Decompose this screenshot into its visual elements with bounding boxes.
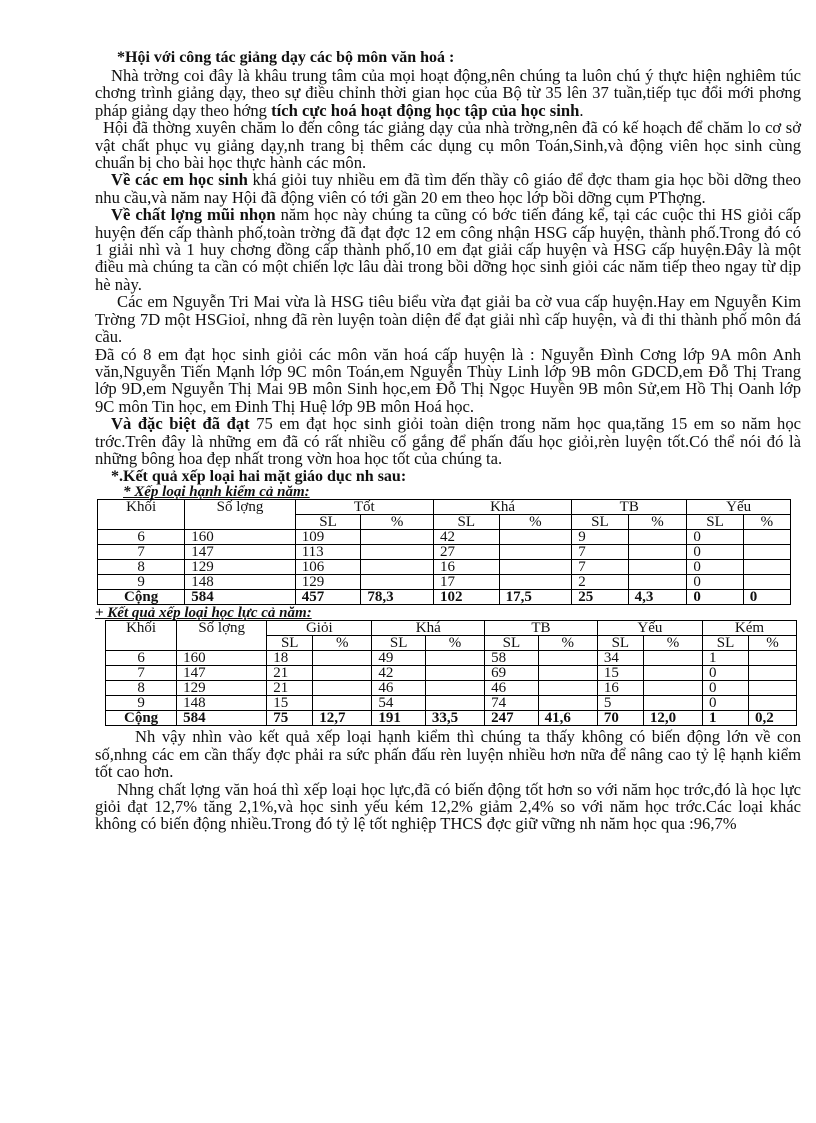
table-cell: 0,2 xyxy=(749,711,797,726)
table-header: Số lợng xyxy=(185,500,295,530)
table-cell: 69 xyxy=(485,666,539,681)
conduct-table xyxy=(97,499,791,605)
table-cell: 6 xyxy=(106,651,177,666)
table-cell xyxy=(643,696,702,711)
table-cell: Cộng xyxy=(106,711,177,726)
table-row xyxy=(98,560,791,575)
table-cell: 15 xyxy=(597,666,643,681)
table-cell xyxy=(499,545,572,560)
table-cell xyxy=(743,545,790,560)
document-page xyxy=(95,48,801,833)
table-cell xyxy=(538,651,597,666)
table-header: Kém xyxy=(703,621,797,636)
table-cell xyxy=(749,651,797,666)
table-total-row xyxy=(106,711,797,726)
table-cell: 17 xyxy=(433,575,499,590)
table-cell: 42 xyxy=(372,666,426,681)
table-cell xyxy=(425,666,484,681)
table-cell: 106 xyxy=(295,560,361,575)
paragraph-conduct-summary: Nh vậy nhìn vào kết quả xếp loại hạnh kiểm thì chúng ta thấy không có biến động lớn về con số,nhng các em cần thấy đợc phải ra sức phấn đấu rèn luyện nhiều hơn nữa để nâng cao tỷ lệ hạnh kiểm tốt cao hơn. xyxy=(95,727,801,782)
paragraph-examples: Các em Nguyễn Tri Mai vừa là HSG tiêu biểu vừa đạt giải ba cờ vua cấp huyện.Hay em Nguyễn Kim Trờng 7D một HSGioỉ, nhng đã rèn luyện toàn diện để đạt giải nhì cấp huyện, và đi thi thành phố môn đá cầu. xyxy=(95,292,801,347)
table-header: % xyxy=(538,636,597,651)
table-cell: 160 xyxy=(185,530,295,545)
table-cell: 4,3 xyxy=(628,590,687,605)
table-cell: 148 xyxy=(185,575,295,590)
subheading-academic: + Kết quả xếp loại học lực cả năm: xyxy=(95,605,312,622)
table-cell: 147 xyxy=(177,666,267,681)
paragraph-teaching xyxy=(95,67,801,119)
table-cell xyxy=(643,666,702,681)
table-cell: 0 xyxy=(703,696,749,711)
table-cell xyxy=(538,681,597,696)
table-cell: 2 xyxy=(572,575,628,590)
table-cell: 1 xyxy=(703,711,749,726)
table-header: % xyxy=(643,636,702,651)
table-cell xyxy=(313,651,372,666)
paragraph-text: khá giỏi tuy nhiều em đã tìm đến thầy cô giáo để đợc tham gia học bồi dỡng theo nhu cầu,và năm nay Hội đã động viên có tới gần 20 em theo học lớp bồi dỡng cụm PThợng. xyxy=(95,170,802,207)
table-cell xyxy=(425,696,484,711)
table-header: SL xyxy=(703,636,749,651)
table-cell: 9 xyxy=(106,696,177,711)
table-header: % xyxy=(743,515,790,530)
table-cell: 49 xyxy=(372,651,426,666)
table-cell: 41,6 xyxy=(538,711,597,726)
table-row xyxy=(106,681,797,696)
table-cell: 148 xyxy=(177,696,267,711)
paragraph-awards: Đã có 8 em đạt học sinh giỏi các môn văn hoá cấp huyện là : Nguyễn Đình Cơng lớp 9A môn Anh văn,Nguyễn Tiến Mạnh lớp 9C môn Toán,em Nguyễn Thùy Linh lớp 9B môn GDCD,em Đỗ Thị Trang lớp 9D,em Nguyễn Thị Mai 9B môn Sinh học,em Đỗ Thị Ngọc Huyền 9B môn Sử,em Hồ Thị Oanh lớp 9C môn Tin học, em Đinh Thị Huệ lớp 9B môn Hoá học. xyxy=(95,344,801,416)
table-cell xyxy=(743,560,790,575)
table-header: Giỏi xyxy=(267,621,372,636)
table-header-row xyxy=(106,621,797,636)
table-header: SL xyxy=(597,636,643,651)
table-cell: Cộng xyxy=(98,590,185,605)
table-cell: 0 xyxy=(687,590,743,605)
table-cell: 15 xyxy=(267,696,313,711)
table-header: % xyxy=(425,636,484,651)
table-cell: 21 xyxy=(267,666,313,681)
subheading-conduct: * Xếp loại hạnh kiểm cả năm: xyxy=(123,484,310,501)
table-cell: 102 xyxy=(433,590,499,605)
table-cell xyxy=(643,681,702,696)
paragraph-text: Nhà trờng coi đây là khâu trung tâm của mọi hoạt động,nên chúng ta luôn chú ý thực hiện nghiêm túc chơng trình giảng dạy, theo sự điều chỉnh thời gian học của Bộ từ 35 lên 37 tuần,tiếp tục đổi mới phơng pháp giảng dạy theo hớng xyxy=(95,66,801,120)
table-header: Tốt xyxy=(295,500,433,515)
table-cell: 129 xyxy=(177,681,267,696)
table-header-row xyxy=(98,500,791,515)
table-cell: 74 xyxy=(485,696,539,711)
table-cell: 42 xyxy=(433,530,499,545)
table-cell: 34 xyxy=(597,651,643,666)
table-row xyxy=(106,696,797,711)
table-cell: 18 xyxy=(267,651,313,666)
table-cell: 7 xyxy=(572,560,628,575)
table-header: TB xyxy=(485,621,598,636)
table-cell: 46 xyxy=(485,681,539,696)
table-total-row xyxy=(98,590,791,605)
table-cell: 129 xyxy=(295,575,361,590)
table-header: Yếu xyxy=(597,621,702,636)
table-header: Số lợng xyxy=(177,621,267,651)
table-cell: 9 xyxy=(98,575,185,590)
table-cell: 160 xyxy=(177,651,267,666)
heading-results: *.Kết quả xếp loại hai mặt giáo dục nh sau: xyxy=(111,468,407,486)
table-header: SL xyxy=(687,515,743,530)
table-header: % xyxy=(749,636,797,651)
paragraph-quality xyxy=(95,206,801,293)
table-cell: 5 xyxy=(597,696,643,711)
table-cell: 113 xyxy=(295,545,361,560)
paragraph-support: Hội đã thờng xuyên chăm lo đến công tác giảng dạy của nhà trờng,nên đã có kế hoạch để chăm lo cơ sở vật chất phục vụ giảng dạy,nh trang bị thêm các dụng cụ môn Toán,Sinh,và động viên học sinh cùng chuẩn bị cho bài học thực hành các môn. xyxy=(95,118,801,173)
table-cell xyxy=(361,560,434,575)
table-row xyxy=(98,575,791,590)
table-cell: 0 xyxy=(743,590,790,605)
table-cell: 129 xyxy=(185,560,295,575)
table-cell xyxy=(499,530,572,545)
table-cell: 0 xyxy=(703,681,749,696)
heading-teaching: *Hội với công tác giảng dạy các bộ môn văn hoá : xyxy=(117,49,455,66)
table-row xyxy=(98,530,791,545)
table-header: SL xyxy=(485,636,539,651)
table-cell: 0 xyxy=(687,545,743,560)
table-cell: 16 xyxy=(433,560,499,575)
table-cell: 584 xyxy=(177,711,267,726)
table-header: Khối xyxy=(106,621,177,651)
table-cell: 247 xyxy=(485,711,539,726)
table-cell xyxy=(538,666,597,681)
table-cell: 147 xyxy=(185,545,295,560)
table-header: Khá xyxy=(372,621,485,636)
table-header: TB xyxy=(572,500,687,515)
paragraph-text: . xyxy=(579,100,584,120)
table-cell: 7 xyxy=(572,545,628,560)
table-cell: 17,5 xyxy=(499,590,572,605)
table-cell xyxy=(749,681,797,696)
table-cell: 75 xyxy=(267,711,313,726)
table-cell: 8 xyxy=(106,681,177,696)
table-cell xyxy=(628,545,687,560)
academic-table xyxy=(105,620,797,726)
table-cell: 1 xyxy=(703,651,749,666)
table-header: SL xyxy=(433,515,499,530)
table-row xyxy=(98,545,791,560)
table-cell xyxy=(361,545,434,560)
table-cell: 191 xyxy=(372,711,426,726)
table-header: Khá xyxy=(433,500,571,515)
table-body xyxy=(98,530,791,605)
table-cell: 7 xyxy=(98,545,185,560)
table-cell xyxy=(743,575,790,590)
table-cell xyxy=(313,666,372,681)
table-cell: 0 xyxy=(687,575,743,590)
table-cell xyxy=(643,651,702,666)
paragraph-text: năm học này chúng ta cũng có bớc tiến đáng kể, tại các cuộc thi HS giỏi cấp huyện đến cấp thành phố,toàn trờng đã đạt đợc 12 em công nhận HSG cấp huyện, thành phố.Trong đó có 1 giải nhì và 1 huy chơng đồng cấp thành phố,10 em đạt giải cấp huyện và HSG cấp huyện.Đây là một điều mà chúng ta cần có một chiến lợc lâu dài trong bồi dỡng học sinh giỏi các năm tiếp theo ngay từ dịp hè này. xyxy=(95,205,801,294)
paragraph-text: 75 em đạt học sinh giỏi toàn diện trong năm học qua,tăng 15 em so năm học trớc.Trên đây là những em đã có rất nhiều cố gắng để phấn đấu học giỏi,rèn luyện tốt.Có thể nói đó là những bông hoa đẹp nhất trong vờn hoa học tốt của chúng ta. xyxy=(95,414,801,468)
table-header: Yếu xyxy=(687,500,791,515)
table-cell: 584 xyxy=(185,590,295,605)
table-cell xyxy=(749,666,797,681)
table-cell xyxy=(361,575,434,590)
table-cell: 33,5 xyxy=(425,711,484,726)
table-cell xyxy=(425,651,484,666)
table-cell: 0 xyxy=(687,530,743,545)
table-cell: 58 xyxy=(485,651,539,666)
table-cell: 21 xyxy=(267,681,313,696)
paragraph-excellent xyxy=(95,415,801,467)
bold-phrase: Và đặc biệt đã đạt xyxy=(111,414,250,434)
table-cell xyxy=(499,575,572,590)
table-header: SL xyxy=(267,636,313,651)
table-cell: 9 xyxy=(572,530,628,545)
bold-phrase: Về các em học sinh xyxy=(111,170,248,190)
bold-phrase: Về chất lợng mũi nhọn xyxy=(111,205,276,225)
table-cell: 25 xyxy=(572,590,628,605)
table-header: % xyxy=(628,515,687,530)
table-cell: 12,7 xyxy=(313,711,372,726)
table-cell: 109 xyxy=(295,530,361,545)
bold-phrase: tích cực hoá hoạt động học tập của học sinh xyxy=(271,100,580,120)
table-cell: 27 xyxy=(433,545,499,560)
table-row xyxy=(106,666,797,681)
table-cell: 46 xyxy=(372,681,426,696)
table-header: Khối xyxy=(98,500,185,530)
table-cell: 78,3 xyxy=(361,590,434,605)
table-row xyxy=(106,651,797,666)
table-cell: 0 xyxy=(687,560,743,575)
table-cell: 7 xyxy=(106,666,177,681)
table-cell xyxy=(313,696,372,711)
table-cell xyxy=(499,560,572,575)
table-cell xyxy=(628,530,687,545)
table-cell: 12,0 xyxy=(643,711,702,726)
table-cell: 54 xyxy=(372,696,426,711)
table-body xyxy=(106,651,797,726)
paragraph-students xyxy=(95,171,801,206)
table-cell xyxy=(628,560,687,575)
table-cell: 0 xyxy=(703,666,749,681)
table-cell: 6 xyxy=(98,530,185,545)
table-cell xyxy=(425,681,484,696)
table-cell xyxy=(313,681,372,696)
table-cell xyxy=(628,575,687,590)
table-cell xyxy=(749,696,797,711)
table-cell xyxy=(743,530,790,545)
paragraph-academic-summary: Nhng chất lợng văn hoá thì xếp loại học lực,đã có biến động tốt hơn so với năm học trớc,đó là học lực giỏi đạt 12,7% tăng 2,1%,và học sinh yếu kém 12,2% giảm 2,4% so với năm học trớc.Các loại khác không có biến động nhiều.Trong đó tỷ lệ tốt nghiệp THCS đợc giữ vững nh năm học qua :96,7% xyxy=(95,779,801,834)
table-cell: 8 xyxy=(98,560,185,575)
table-cell: 70 xyxy=(597,711,643,726)
table-cell xyxy=(361,530,434,545)
table-header: SL xyxy=(295,515,361,530)
table-cell: 16 xyxy=(597,681,643,696)
table-header: SL xyxy=(372,636,426,651)
table-header: % xyxy=(361,515,434,530)
table-cell: 457 xyxy=(295,590,361,605)
table-header: % xyxy=(499,515,572,530)
table-cell xyxy=(538,696,597,711)
table-header: SL xyxy=(572,515,628,530)
table-header: % xyxy=(313,636,372,651)
